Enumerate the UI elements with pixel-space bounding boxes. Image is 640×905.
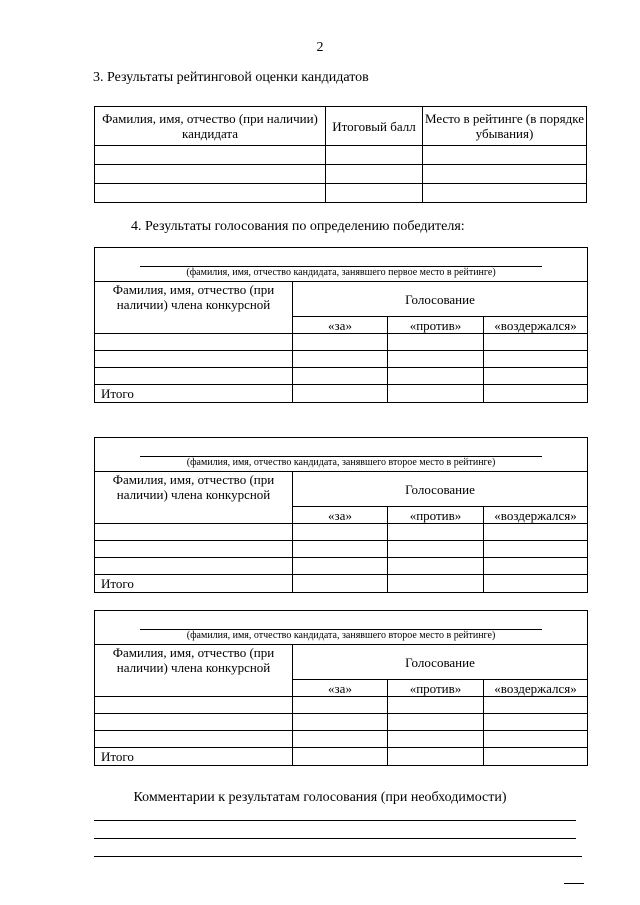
- total-cell[interactable]: [388, 385, 484, 403]
- table-cell[interactable]: [388, 558, 484, 575]
- table-cell[interactable]: [388, 524, 484, 541]
- table-cell[interactable]: [95, 368, 293, 385]
- table-cell[interactable]: [95, 541, 293, 558]
- table-row: [95, 368, 588, 385]
- table-cell[interactable]: [388, 334, 484, 351]
- total-cell[interactable]: [484, 575, 588, 593]
- comment-line[interactable]: [94, 856, 582, 857]
- total-cell[interactable]: [293, 575, 388, 593]
- table-cell[interactable]: [293, 351, 388, 368]
- table-cell[interactable]: [388, 368, 484, 385]
- candidate-caption: (фамилия, имя, отчество кандидата, занявшего второе место в рейтинге): [186, 630, 496, 641]
- choice-against: «против»: [388, 507, 484, 524]
- table-cell[interactable]: [423, 165, 587, 184]
- table-cell[interactable]: [326, 184, 423, 203]
- table-cell[interactable]: [423, 146, 587, 165]
- table-cell[interactable]: [95, 714, 293, 731]
- choice-for: «за»: [293, 680, 388, 697]
- table-cell[interactable]: [293, 334, 388, 351]
- total-label: Итого: [95, 385, 293, 403]
- voting-table-second-place: [94, 437, 588, 593]
- table-cell[interactable]: [95, 184, 326, 203]
- table-row: [95, 731, 588, 748]
- comment-line[interactable]: [94, 820, 576, 821]
- table-cell[interactable]: [484, 334, 588, 351]
- candidate-name-line: [140, 266, 542, 267]
- choice-for: «за»: [293, 507, 388, 524]
- candidate-caption: (фамилия, имя, отчество кандидата, занявшего первое место в рейтинге): [186, 267, 496, 278]
- choice-against: «против»: [388, 680, 484, 697]
- table-cell[interactable]: [484, 697, 588, 714]
- choice-against: «против»: [388, 317, 484, 334]
- table-cell[interactable]: [388, 697, 484, 714]
- table-row: [95, 351, 588, 368]
- table-cell[interactable]: [484, 368, 588, 385]
- total-label: Итого: [95, 748, 293, 766]
- page-number: 2: [316, 40, 324, 55]
- table-cell[interactable]: [484, 714, 588, 731]
- section-3-title: 3. Результаты рейтинговой оценки кандидатов: [93, 70, 369, 85]
- choice-for: «за»: [293, 317, 388, 334]
- total-cell[interactable]: [484, 748, 588, 766]
- table-cell[interactable]: [484, 524, 588, 541]
- table-cell[interactable]: [95, 351, 293, 368]
- table-cell[interactable]: [95, 697, 293, 714]
- voting-table-third: [94, 610, 588, 766]
- table-cell[interactable]: [293, 731, 388, 748]
- table-cell[interactable]: [388, 351, 484, 368]
- table-cell[interactable]: [95, 731, 293, 748]
- table-row: [95, 697, 588, 714]
- table-row: [95, 524, 588, 541]
- table-cell[interactable]: [326, 146, 423, 165]
- table-cell[interactable]: [293, 714, 388, 731]
- table-cell[interactable]: [423, 184, 587, 203]
- table-cell[interactable]: [95, 146, 326, 165]
- table-row: [95, 165, 587, 184]
- table-cell[interactable]: [484, 541, 588, 558]
- table-row: [95, 184, 587, 203]
- column-header-voting: Голосование: [293, 645, 588, 680]
- table-row: [95, 541, 588, 558]
- column-header-rank: Место в рейтинге (в порядке убывания): [423, 107, 587, 146]
- total-cell[interactable]: [293, 748, 388, 766]
- candidate-name-line: [140, 456, 542, 457]
- table-cell[interactable]: [388, 541, 484, 558]
- column-header-member: Фамилия, имя, отчество (при наличии) члена конкурсной: [95, 472, 293, 524]
- table-row: [95, 146, 587, 165]
- table-cell[interactable]: [326, 165, 423, 184]
- rating-results-table: [94, 106, 587, 203]
- total-cell[interactable]: [484, 385, 588, 403]
- table-cell[interactable]: [293, 558, 388, 575]
- section-4-title: 4. Результаты голосования по определению победителя:: [131, 219, 465, 234]
- choice-abstained: «воздержался»: [484, 680, 588, 697]
- total-cell[interactable]: [388, 748, 484, 766]
- choice-abstained: «воздержался»: [484, 507, 588, 524]
- candidate-name-field[interactable]: [95, 611, 588, 645]
- table-cell[interactable]: [95, 165, 326, 184]
- table-cell[interactable]: [95, 524, 293, 541]
- total-label: Итого: [95, 575, 293, 593]
- candidate-name-line: [140, 629, 542, 630]
- column-header-score: Итоговый балл: [326, 107, 423, 146]
- total-cell[interactable]: [388, 575, 484, 593]
- total-cell[interactable]: [293, 385, 388, 403]
- table-cell[interactable]: [484, 351, 588, 368]
- table-cell[interactable]: [95, 558, 293, 575]
- table-cell[interactable]: [95, 334, 293, 351]
- table-cell[interactable]: [293, 541, 388, 558]
- candidate-name-field[interactable]: [95, 248, 588, 282]
- table-cell[interactable]: [484, 558, 588, 575]
- column-header-voting: Голосование: [293, 472, 588, 507]
- comments-title: Комментарии к результатам голосования (при необходимости): [133, 790, 507, 805]
- table-cell[interactable]: [484, 731, 588, 748]
- column-header-candidate: Фамилия, имя, отчество (при наличии) кандидата: [95, 107, 326, 146]
- table-cell[interactable]: [293, 697, 388, 714]
- choice-abstained: «воздержался»: [484, 317, 588, 334]
- table-row: [95, 334, 588, 351]
- table-cell[interactable]: [293, 524, 388, 541]
- column-header-voting: Голосование: [293, 282, 588, 317]
- table-row: [95, 558, 588, 575]
- voting-table-first-place: [94, 247, 588, 403]
- column-header-member: Фамилия, имя, отчество (при наличии) члена конкурсной: [95, 282, 293, 334]
- table-cell[interactable]: [293, 368, 388, 385]
- table-cell[interactable]: [388, 731, 484, 748]
- table-cell[interactable]: [388, 714, 484, 731]
- candidate-name-field[interactable]: [95, 438, 588, 472]
- candidate-caption: (фамилия, имя, отчество кандидата, занявшего второе место в рейтинге): [186, 457, 496, 468]
- comment-line[interactable]: [94, 838, 576, 839]
- footer-mark: [564, 883, 584, 884]
- table-row: [95, 714, 588, 731]
- column-header-member: Фамилия, имя, отчество (при наличии) члена конкурсной: [95, 645, 293, 697]
